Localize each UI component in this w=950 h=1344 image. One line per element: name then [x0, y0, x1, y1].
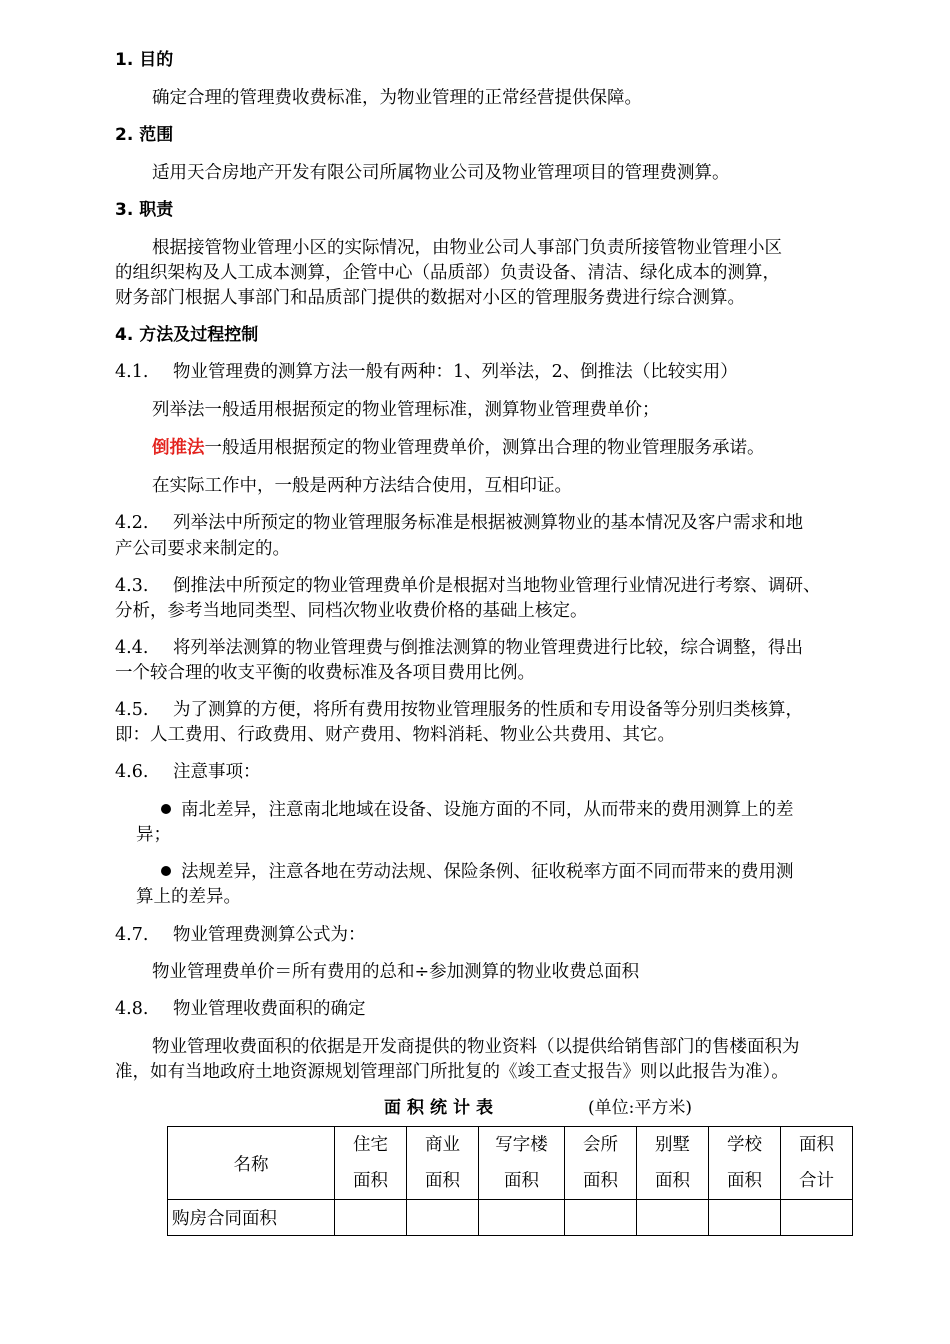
bullet-dot-icon — [161, 866, 171, 876]
table-cell — [709, 1200, 781, 1236]
section-2-title: 2. 范围 — [115, 125, 174, 145]
item-4-5-number: 4.5. — [115, 700, 149, 720]
item-4-8-text: 物业管理收费面积的确定 — [173, 999, 366, 1019]
table-header-cell: 商业 面积 — [407, 1127, 479, 1200]
table-unit: (单位:平方米) — [588, 1098, 692, 1118]
item-4-5-line: 为了测算的方便，将所有费用按物业管理服务的性质和专用设备等分别归类核算， — [173, 700, 803, 720]
item-4-6-text: 注意事项： — [173, 762, 261, 782]
item-4-1-line: 列举法一般适用根据预定的物业管理标准，测算物业管理费单价； — [152, 400, 660, 420]
table-cell — [479, 1200, 565, 1236]
item-4-4-line: 将列举法测算的物业管理费与倒推法测算的物业管理费进行比较，综合调整，得出 — [173, 638, 803, 658]
item-4-2-number: 4.2. — [115, 513, 149, 533]
item-4-7-text: 物业管理费测算公式为： — [173, 925, 366, 945]
table-row-label: 购房合同面积 — [168, 1200, 335, 1236]
bullet-text: 南北差异，注意南北地域在设备、设施方面的不同，从而带来的费用测算上的差 — [181, 800, 794, 820]
table-row — [168, 1200, 853, 1236]
item-4-5-line: 即：人工费用、行政费用、财产费用、物料消耗、物业公共费用、其它。 — [115, 725, 675, 745]
table-cell — [781, 1200, 853, 1236]
item-4-3-line: 倒推法中所预定的物业管理费单价是根据对当地物业管理行业情况进行考察、调研、 — [173, 576, 821, 596]
section-4-title: 4. 方法及过程控制 — [115, 325, 259, 345]
item-4-8-number: 4.8. — [115, 999, 149, 1019]
bullet-dot-icon — [161, 804, 171, 814]
table-header-row — [168, 1127, 853, 1200]
item-4-1-line: 在实际工作中，一般是两种方法结合使用，互相印证。 — [152, 476, 572, 496]
formula: 物业管理费单价＝所有费用的总和÷参加测算的物业收费总面积 — [152, 962, 640, 982]
bullet-item — [161, 861, 794, 883]
section-3-title: 3. 职责 — [115, 200, 174, 220]
table-header-cell: 住宅 面积 — [335, 1127, 407, 1200]
bullet-item — [161, 799, 794, 821]
table-title: 面积统计表 — [384, 1098, 499, 1118]
item-4-6-number: 4.6. — [115, 762, 149, 782]
section-3-line: 根据接管物业管理小区的实际情况，由物业公司人事部门负责所接管物业管理小区 — [152, 238, 782, 258]
item-4-3-number: 4.3. — [115, 576, 149, 596]
item-4-8-line: 物业管理收费面积的依据是开发商提供的物业资料（以提供给销售部门的售楼面积为 — [152, 1037, 800, 1057]
section-3-line: 财务部门根据人事部门和品质部门提供的数据对小区的管理服务费进行综合测算。 — [115, 288, 745, 308]
item-4-4-number: 4.4. — [115, 638, 149, 658]
bullet-text: 法规差异，注意各地在劳动法规、保险条例、征收税率方面不同而带来的费用测 — [181, 862, 794, 882]
highlight-keyword: 倒推法 — [152, 438, 205, 458]
bullet-text-cont: 算上的差异。 — [136, 887, 241, 907]
table-header-cell: 会所 面积 — [565, 1127, 637, 1200]
table-cell — [637, 1200, 709, 1236]
table-cell — [407, 1200, 479, 1236]
item-4-1-text: 物业管理费的测算方法一般有两种：1、列举法，2、倒推法（比较实用） — [173, 362, 738, 382]
table-cell — [565, 1200, 637, 1236]
item-4-2-line: 产公司要求来制定的。 — [115, 539, 290, 559]
table-header-cell: 写字楼 面积 — [479, 1127, 565, 1200]
table-header-cell: 学校 面积 — [709, 1127, 781, 1200]
item-4-2-line: 列举法中所预定的物业管理服务标准是根据被测算物业的基本情况及客户需求和地 — [173, 513, 803, 533]
item-4-7-number: 4.7. — [115, 925, 149, 945]
bullet-text-cont: 异； — [136, 825, 171, 845]
item-4-1-line — [152, 437, 765, 459]
item-4-3-line: 分析，参考当地同类型、同档次物业收费价格的基础上核定。 — [115, 601, 588, 621]
item-4-1-number: 4.1. — [115, 362, 149, 382]
area-statistics-table — [167, 1126, 853, 1236]
section-1-body: 确定合理的管理费收费标准，为物业管理的正常经营提供保障。 — [152, 88, 642, 108]
section-3-line: 的组织架构及人工成本测算，企管中心（品质部）负责设备、清洁、绿化成本的测算， — [115, 263, 780, 283]
item-4-1-line-rest: 一般适用根据预定的物业管理费单价，测算出合理的物业管理服务承诺。 — [204, 438, 765, 458]
item-4-8-line: 准，如有当地政府土地资源规划管理部门所批复的《竣工查丈报告》则以此报告为准）。 — [115, 1062, 789, 1082]
table-header-cell: 面积 合计 — [781, 1127, 853, 1200]
section-1-title: 1. 目的 — [115, 50, 174, 70]
section-2-body: 适用天合房地产开发有限公司所属物业公司及物业管理项目的管理费测算。 — [152, 163, 730, 183]
table-header-name: 名称 — [168, 1127, 335, 1200]
item-4-4-line: 一个较合理的收支平衡的收费标准及各项目费用比例。 — [115, 663, 535, 683]
table-cell — [335, 1200, 407, 1236]
table-header-cell: 别墅 面积 — [637, 1127, 709, 1200]
